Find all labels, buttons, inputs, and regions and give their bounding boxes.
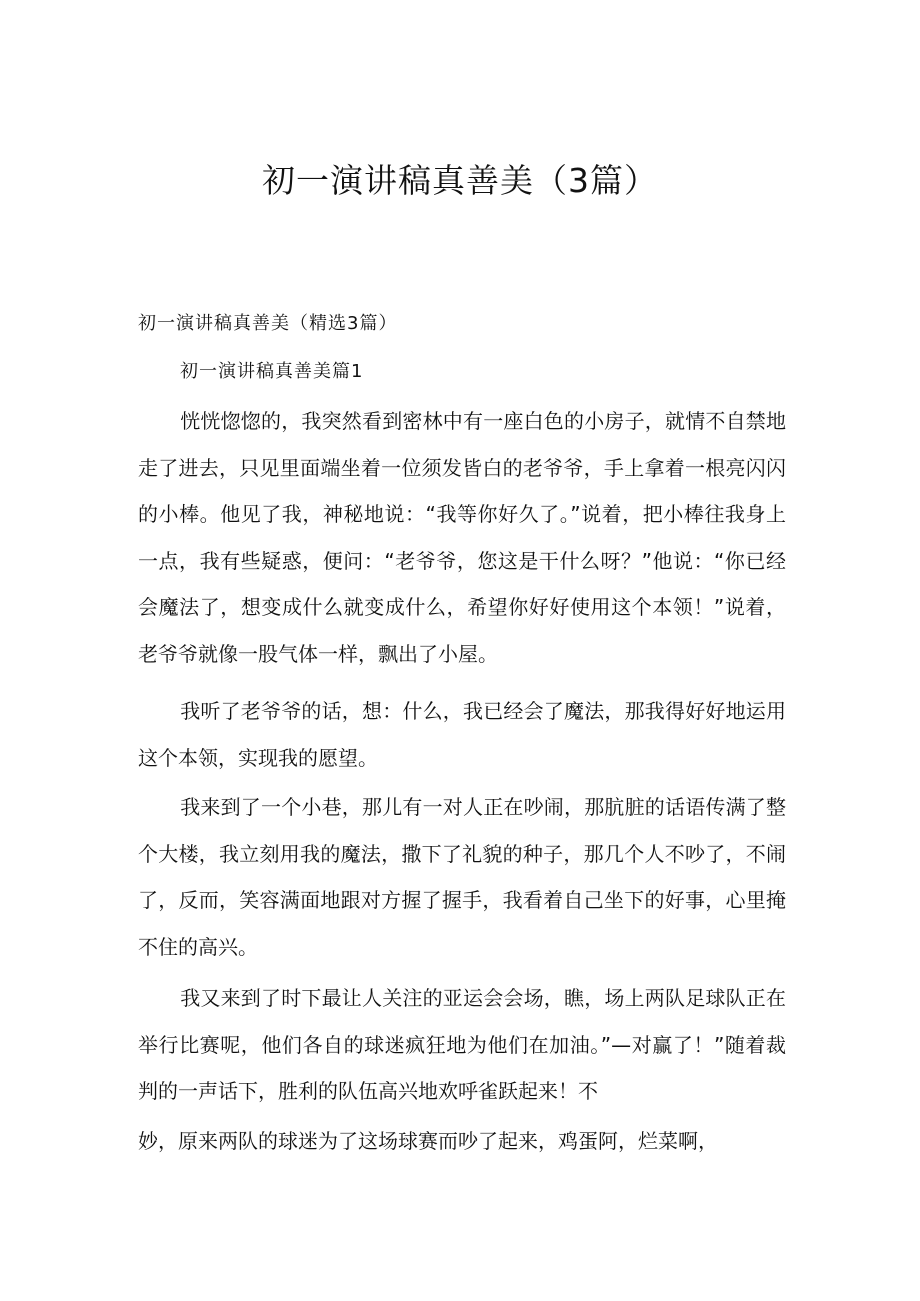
paragraph-2 bbox=[138, 688, 786, 781]
paragraph-2-text: 我听了老爷爷的话，想：什么，我已经会了魔法，那我得好好地运用这个本领，实现我的愿望。 bbox=[138, 699, 786, 770]
paragraph-5-line: 妙，原来两队的球迷为了这场球赛而吵了起来，鸡蛋阿，烂菜啊， bbox=[138, 1129, 718, 1153]
paragraph-3 bbox=[138, 784, 786, 970]
paragraph-1-text: 恍恍惚惚的，我突然看到密林中有一座白色的小房子，就情不自禁地走了进去，只见里面端坐着一位须发皆白的老爷爷，手上拿着一根亮闪闪的小棒。他见了我，神秘地说：“我等你好久了。”说着，把小棒往我身上一点，我有些疑惑，便问：“老爷爷，您这是干什么呀？”他说：“你已经会魔法了，想变成什么就变成什么，希望你好好使用这个本领！”说着，老爷爷就像一股气体一样，飘出了小屋。 bbox=[138, 409, 786, 666]
paragraph-3-text: 我来到了一个小巷，那儿有一对人正在吵闹，那肮脏的话语传满了整个大楼，我立刻用我的魔法，撒下了礼貌的种子，那几个人不吵了，不闹了，反而，笑容满面地跟对方握了握手，我看着自己坐下的好事，心里掩不住的高兴。 bbox=[138, 795, 786, 959]
paragraph-4-text: 我又来到了时下最让人关注的亚运会会场，瞧，场上两队足球队正在举行比赛呢，他们各自的球迷疯狂地为他们在加油。”—对赢了！”随着裁判的一声话下，胜利的队伍高兴地欢呼雀跃起来！不 bbox=[138, 986, 786, 1103]
section-heading: 初一演讲稿真善美篇1 bbox=[180, 361, 364, 382]
document-subtitle: 初一演讲稿真善美（精选3篇） bbox=[138, 313, 398, 334]
paragraph-4 bbox=[138, 975, 786, 1115]
paragraph-1 bbox=[138, 398, 786, 677]
document-title: 初一演讲稿真善美（3篇） bbox=[262, 161, 658, 200]
